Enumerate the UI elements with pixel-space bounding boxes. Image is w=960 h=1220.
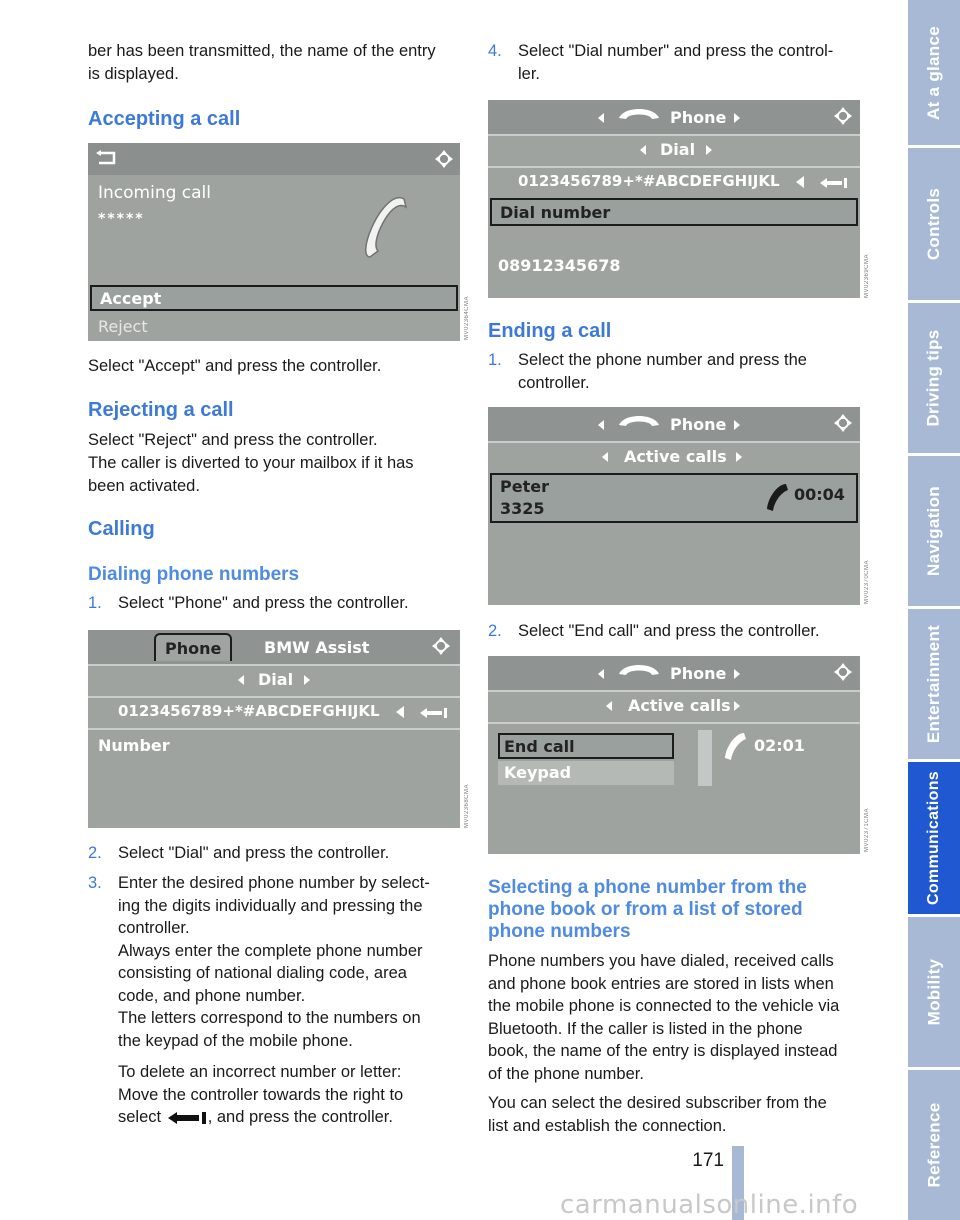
paragraph-select-subscriber: You can select the desired subscriber from the list and establish the connection. xyxy=(488,1094,827,1135)
heading-selecting-number: Selecting a phone number from the phone book or from a list of stored phone numbers xyxy=(488,877,807,942)
figure-code: MV02371CMA xyxy=(864,807,870,852)
reject-line-1: Select "Reject" and press the controller. xyxy=(88,431,378,449)
incoming-call-title: Incoming call xyxy=(98,183,211,203)
heading-calling: Calling xyxy=(88,518,155,540)
figure-code: MV02370CMA xyxy=(864,559,870,604)
option-dial-number[interactable]: Dial number xyxy=(490,198,858,226)
phone-handset-icon xyxy=(616,660,662,678)
right-arrow-icon[interactable] xyxy=(732,112,742,124)
heading-accepting-call: Accepting a call xyxy=(88,108,241,130)
figure-code: MV02368CMA xyxy=(464,783,470,828)
tab-at-a-glance[interactable]: At a glance xyxy=(908,0,960,145)
right-arrow-icon[interactable] xyxy=(734,451,744,463)
screen-dial xyxy=(88,630,460,828)
right-arrow-icon[interactable] xyxy=(704,144,714,156)
right-arrow-icon[interactable] xyxy=(302,674,312,686)
header-phone: Phone xyxy=(670,664,727,683)
tab-communications[interactable]: Communications xyxy=(908,762,960,914)
cursor-left-icon[interactable] xyxy=(392,704,408,720)
delete-arrow-icon xyxy=(166,1110,208,1126)
heading-rejecting-call: Rejecting a call xyxy=(88,399,234,421)
right-arrow-icon[interactable] xyxy=(732,419,742,431)
option-accept[interactable]: Accept xyxy=(90,285,458,311)
screen-end-call xyxy=(488,656,860,854)
controller-icon xyxy=(832,661,854,683)
accept-instruction: Select "Accept" and press the controller. xyxy=(88,357,382,375)
entered-number: 08912345678 xyxy=(498,256,621,275)
number-field-label[interactable]: Number xyxy=(98,736,170,755)
call-duration: 00:04 xyxy=(794,485,845,504)
left-arrow-icon[interactable] xyxy=(596,419,606,431)
step-1-number: 1. xyxy=(88,594,102,612)
tab-mobility[interactable]: Mobility xyxy=(908,917,960,1067)
tab-bmw-assist[interactable]: BMW Assist xyxy=(264,638,370,657)
screen-header-bar xyxy=(88,143,460,175)
reject-line-3: been activated. xyxy=(88,477,200,495)
controller-icon xyxy=(430,635,452,657)
menu-dial: Dial xyxy=(258,670,294,689)
left-arrow-icon[interactable] xyxy=(604,700,614,712)
phone-handset-icon xyxy=(616,104,662,122)
delete-arrow-icon[interactable] xyxy=(418,706,450,720)
heading-dialing-phone-numbers: Dialing phone numbers xyxy=(88,564,300,585)
page-number: 171 xyxy=(692,1150,724,1171)
watermark: carmanualsonline.info xyxy=(560,1190,859,1220)
tab-phone[interactable]: Phone xyxy=(154,633,232,661)
left-arrow-icon[interactable] xyxy=(600,451,610,463)
tab-entertainment[interactable]: Entertainment xyxy=(908,609,960,759)
screen-dial-number xyxy=(488,100,860,298)
step-1 xyxy=(88,592,468,615)
digit-selector[interactable]: 0123456789+*#ABCDEFGHIJKL xyxy=(518,172,780,190)
step-4: 4. Select "Dial number" and press the control- ler. xyxy=(488,42,834,83)
option-end-call[interactable]: End call xyxy=(498,733,674,759)
controller-icon xyxy=(832,105,854,127)
menu-active-calls: Active calls xyxy=(624,447,727,466)
menu-active-calls: Active calls xyxy=(628,696,731,715)
menu-dial: Dial xyxy=(660,140,696,159)
heading-ending-call: Ending a call xyxy=(488,320,612,342)
incoming-caller: ***** xyxy=(98,211,145,227)
step-3-body: Enter the desired phone number by select- ing the digits individually and pressing the controller. Always enter the complete phone number consisting of national dialing code, area code, and phone number. The letters correspond to the numbers on the keypad of the mobile phone. To delete an incorrect number or letter: Move the controller towards the right to select , and press the controller. xyxy=(118,872,468,1129)
tab-driving-tips[interactable]: Driving tips xyxy=(908,303,960,453)
left-arrow-icon[interactable] xyxy=(596,112,606,124)
caller-name: Peter xyxy=(500,477,549,496)
intro-line-1: ber has been transmitted, the name of the entry xyxy=(88,42,436,60)
intro-line-2: is displayed. xyxy=(88,65,179,83)
chapter-tabs xyxy=(908,0,960,1220)
screen-incoming-call xyxy=(88,143,460,341)
header-phone: Phone xyxy=(670,108,727,127)
screen-active-calls xyxy=(488,407,860,605)
back-icon[interactable] xyxy=(94,150,120,168)
controller-icon xyxy=(433,148,455,170)
active-call-entry[interactable] xyxy=(490,473,858,523)
call-duration: 02:01 xyxy=(754,736,805,755)
delete-instruction-line: select , and press the controller. xyxy=(118,1108,393,1126)
tab-navigation[interactable]: Navigation xyxy=(908,456,960,606)
end-step-2: 2. Select "End call" and press the controller. xyxy=(488,622,820,640)
step-1-text: Select "Phone" and press the controller. xyxy=(118,594,409,612)
digit-selector[interactable]: 0123456789+*#ABCDEFGHIJKL xyxy=(118,702,380,720)
option-reject[interactable]: Reject xyxy=(98,317,148,336)
option-keypad[interactable]: Keypad xyxy=(498,761,674,785)
reject-line-2: The caller is diverted to your mailbox if it has xyxy=(88,454,414,472)
left-arrow-icon[interactable] xyxy=(236,674,246,686)
scrollbar[interactable] xyxy=(698,730,712,786)
phone-handset-icon xyxy=(616,411,662,429)
step-3: 3. Enter the desired phone number by select- ing the digits individually and pressing the controller. Always enter the complete phone number consisting of national dialing code, area code, and phone number. The letters correspond to the numbers on the keypad of the mobile phone. To delete an incorrect number or letter: Move the controller towards the right to select , and press the controller. xyxy=(88,872,468,895)
controller-icon xyxy=(832,412,854,434)
tab-reference[interactable]: Reference xyxy=(908,1070,960,1220)
step-2: 2. Select "Dial" and press the controller. xyxy=(88,844,390,862)
right-arrow-icon[interactable] xyxy=(732,700,742,712)
cursor-left-icon[interactable] xyxy=(792,174,808,190)
left-arrow-icon[interactable] xyxy=(596,668,606,680)
figure-code: MV02369CMA xyxy=(864,253,870,298)
phone-handset-icon xyxy=(762,481,792,515)
figure-code: MV02364CMA xyxy=(464,295,470,340)
left-arrow-icon[interactable] xyxy=(638,144,648,156)
delete-arrow-icon[interactable] xyxy=(818,176,850,190)
right-arrow-icon[interactable] xyxy=(732,668,742,680)
paragraph-stored-numbers: Phone numbers you have dialed, received calls and phone book entries are stored in lists when the mobile phone is connected to the vehicle via Bluetooth. If the caller is listed in the phone book, the name of the entry is displayed instead of the phone number. xyxy=(488,952,840,1083)
tab-controls[interactable]: Controls xyxy=(908,148,960,300)
header-phone: Phone xyxy=(670,415,727,434)
end-step-1: 1. Select the phone number and press the controller. xyxy=(488,351,807,392)
caller-number: 3325 xyxy=(500,499,545,518)
phone-handset-icon xyxy=(720,730,750,764)
phone-handset-icon xyxy=(354,191,420,261)
